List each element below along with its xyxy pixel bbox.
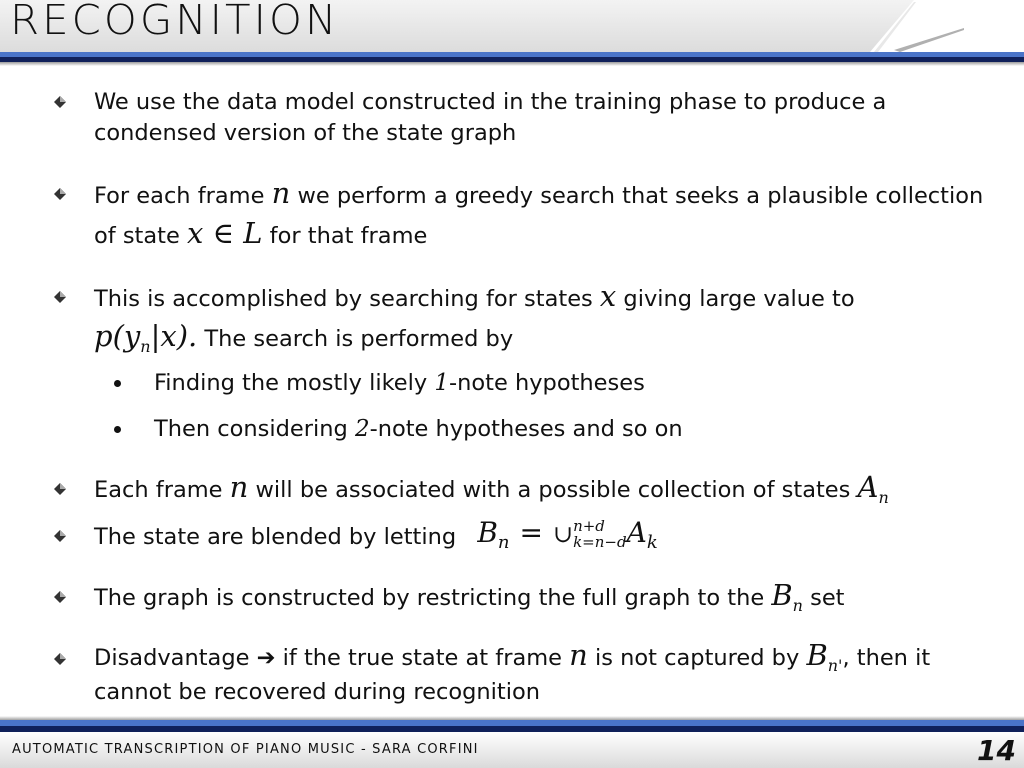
- header-rule-shadow: [0, 62, 1024, 66]
- slide-title: RECOGNITION: [10, 0, 340, 44]
- bullet-diamond-icon: [54, 653, 66, 665]
- bullet-frame-association: Each frame n will be associated with a possible collection of states $A_n$: [94, 472, 994, 508]
- sub-bullet-one-note: Finding the mostly likely 1-note hypotheses: [154, 368, 994, 399]
- bullet-dot-icon: [114, 380, 121, 387]
- bullet-diamond-icon: [54, 530, 66, 542]
- bullet-search-method: This is accomplished by searching for states x giving large value to $p(y_n|x)$. The search is performed by: [94, 279, 994, 359]
- bullet-diamond-icon: [54, 291, 66, 303]
- bullet-greedy-search: For each frame n we perform a greedy search that seeks a plausible collection of state x ∈ L for that frame: [94, 176, 994, 256]
- blending-formula: $B_n$ = ∪n+d $k=n-dA_k$: [477, 515, 658, 553]
- bullet-data-model: We use the data model constructed in the training phase to produce a condensed version of the state graph: [94, 87, 994, 149]
- bullet-diamond-icon: [54, 591, 66, 603]
- bullet-graph-restriction: The graph is constructed by restricting the full graph to the $B_n$ set: [94, 580, 994, 616]
- arrow-right-icon: ➔: [256, 645, 276, 671]
- page-number: 14: [977, 734, 1016, 767]
- footer-text: AUTOMATIC TRANSCRIPTION OF PIANO MUSIC - SARA CORFINI: [12, 742, 479, 757]
- bullet-diamond-icon: [54, 188, 66, 200]
- bullet-dot-icon: [114, 426, 121, 433]
- bullet-diamond-icon: [54, 96, 66, 108]
- bullet-diamond-icon: [54, 483, 66, 495]
- slide-header: [0, 0, 1024, 52]
- header-decoration: [860, 0, 1024, 52]
- sub-bullet-two-note: Then considering 2-note hypotheses and so on: [154, 414, 994, 445]
- bullet-blending: The state are blended by letting $B_n$ = ∪n+d $k=n-dA_k$: [94, 514, 994, 560]
- bullet-disadvantage: Disadvantage ➔ if the true state at frame n is not captured by $B_{n'}$, then it cannot be recovered during recognition: [94, 642, 994, 709]
